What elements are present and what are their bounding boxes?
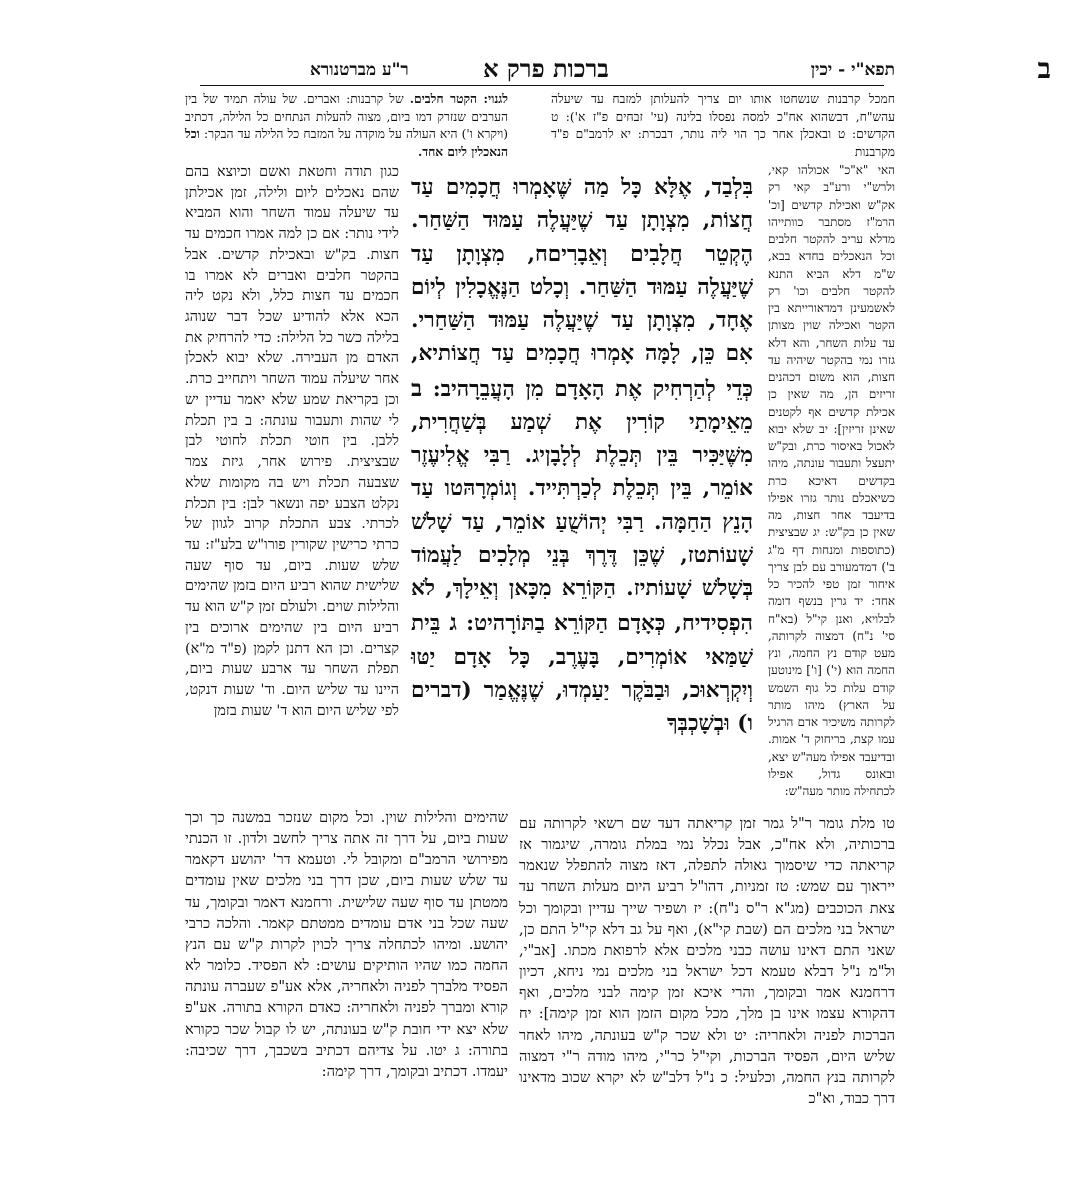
tiferet-top bbox=[551, 91, 895, 162]
tiferet-top-text: חמכל קרבנות שנשחטו אותו יום צריך להעלותן למזבח עד שיעלה עהש"ח, דבשהוא אח"כ למסה נפסלו בלינה (עי' זבחים פ"ז א'): ט הקדשים: ט ובאכלן אחר כך הוי ליה נותר, דבכרת: יא לרמב"ם פ"ד מקרבנות bbox=[551, 92, 895, 160]
running-head-yachin: תפא"י - יכין bbox=[810, 60, 895, 80]
mishnah-text bbox=[411, 171, 753, 807]
bartenura-bottom-text: שהימים והלילות שוין. וכל מקום שנזכר במשנה כך וכך שעות ביום, על דרך זה אתה צריך לחשב ולדון. זו הכנתי מפירושי הרמב"ם ומקובל לי. וטעמא דר' יהושע דקאמר עד שלש שעות ביום, שכן דרך בני מלכים שאין עומדים ממטתן עד סוף שעה שלישית. ורחמנא דאמר ובקומך, עד שעה שכל בני אדם עומדים ממטתם קאמר. והלכה כרבי יהושע. ומיהו לכתחלה צריך לכוין לקרות ק"ש עם הנץ החמה כמו שהיו הותיקים עושים: לא הפסיד. כלומר לא הפסיד מלברך לפניה ולאחריה, אלא אע"פ שעברה עונתה קורא ומברך לפניה ולאחריה: כאדם הקורא בתורה. אע"פ שלא יצא ידי חובת ק"ש בעונתה, יש לו קבול שכר כקורא בתורה: ג יטו. על צדיהם דכתיב בשכבך, דרך שכיבה: יעמדו. דכתיב ובקומך, דרך קימה: bbox=[185, 809, 508, 1080]
running-head-bartenura: ר"ע מברטנורא bbox=[310, 60, 409, 80]
mishnah-part-a: בִּלְבַד, אֶלָּא כָּל מַה שֶּׁאָמְרוּ חֲכָמִים עַד חֲצוֹת, מִצְוָתָן עַד שֶׁיַּעֲלֶה עַמּוּד הַשַּׁחַר. הֶקְטֵר חֲלָבִים וְאֵבָרִיםח, מִצְוָתָן עַד שֶׁיַּעֲלֶה עַמּוּד הַשַּׁחַר. וְכָלט הַנֶּאֱכָלִין לְיוֹם אֶחָד, מִצְוָתָן עַד שֶׁיַּעֲלֶה עַמּוּד הַשַּׁחַרי. אִם כֵּן, לָמָּה אָמְרוּ חֲכָמִים עַד חֲצוֹתיא, כְּדֵי לְהַרְחִיק אֶת הָאָדָם מִן הָעֲבֵרָהיב: bbox=[411, 175, 753, 402]
mishnah-part-b: מֵאֵימָתַי קוֹרִין אֶת שְׁמַע בְּשַׁחֲרִית, מִשֶּׁיַּכִּיר בֵּין תְּכֵלֶת לְלָבָןיג. רַבִּי אֱלִיעֶזֶר אוֹמֵר, בֵּין תְּכֵלֶת לְכַרְתִּייד. וְגוֹמְרָהּטו עַד הָנֵץ הַחַמָּה. רַבִּי יְהוֹשֻׁעַ אוֹמֵר, עַד שָׁלֹשׁ שָׁעוֹתטז, שֶׁכֵּן דֶּרֶךְ בְּנֵי מְלָכִים לַעֲמוֹד בְּשָׁלֹשׁ שָׁעוֹתיז. הַקּוֹרֵא מִכָּאן וְאֵילָךְ, לֹא הִפְסִידיח, כְּאָדָם הַקּוֹרֵא בַתּוֹרָהיט: bbox=[411, 409, 753, 637]
mishnah-mark-b: ב bbox=[411, 374, 423, 402]
page-number: ב bbox=[1037, 52, 1051, 85]
tractate-title: ברכות פרק א bbox=[483, 54, 609, 83]
bartenura-top-text bbox=[185, 91, 508, 162]
mishnah-part-c: בֵּית שַׁמַּאי אוֹמְרִים, בָּעֶרֶב, כָּל אָדָם יַטּוּ וְיִקְרְאוּכ, וּבַבֹּקֶר יַעַמְדוּ, שֶׁנֶּאֱמַר (דברים ו) וּבְשָׁכְבְּךָ bbox=[411, 611, 753, 737]
tiferet-bottom bbox=[519, 813, 895, 1147]
bartenura-top-body: של קרבנות: ואברים. של עולה תמיד של בין הערבים שנזרק דמו ביום, מצוה להעלות הנתחים כל הלילה, דכתיב (ויקרא ו') היא העולה על מוקדה על המזבח כל הלילה עד הבקר: bbox=[185, 92, 509, 142]
bartenura-top bbox=[185, 91, 508, 162]
tiferet-side-text: האי "א"כ" אכולהו קאי, ולרש"י ורע"ב קאי רק אק"ש ואכילת קדשים [וכ' הרמ"ז מסתבר כוותייהו מדלא עריב להקטר חלבים וכל הנאכלים בחדא בבא, ש"מ דלא הביא התנא להקטר חלבים וכו' רק לאשמעינן דמדאורייתא בין הקטר ואכילה שוין מצותן עד עלות השחר, והא דלא גזרו נמי בהקטר שיהיה עד חצות, הוא משום דכהנים זריזים הן, מה שאין כן אכילת קדשים אף לקטנים שאינן זריזין]: יב שלא יבוא לאכול באיסור כרת, ובק"ש יתעצל ותעבור עונתה, מיהו בקדשים דאיכא כרת כשיאכלם נותר גזרו אפילו בדיעבד אחר חצות, מה שאין כן בק"ש: יג שבציצית (כתוספות ומנחות דף מ"ג ב') דמדמעורב עם לבן צריך איחור זמן טפי להכיר כל אחד: יד גרין בנשף דומה לבלויא, ואנן קי"ל (בא"ח סי' נ"ח) דמצוה לקרותה, מעט קודם נץ החמה, ונץ החמה הוא (י') [ו'] מינוטען קודם עלות כל גוף השמש על הארץ) מיהו מותר לקרותה משיכיר אדם הרגיל עמו קצת, בריחוק ד' אמות. ובדיעבד אפילו מעה"ש יצא, ובאונס גדול, אפילו לכתחילה מותר מעה"ש: bbox=[768, 163, 895, 798]
bartenura-side-text: כגון תודה וחטאת ואשם וכיוצא בהם שהם נאכלים ליום ולילה, זמן אכילתן עד שיעלה עמוד השחר והוא המביא לידי נותר: אם כן למה אמרו חכמים עד חצות. בק"ש ובאכילת קדשים. אבל בהקטר חלבים ואברים לא אמרו בו חכמים עד חצות כלל, ולא נקט ליה הכא אלא להודיע שכל דבר שנוהג בלילה כשר כל הלילה: כדי להרחיק את האדם מן העבירה. שלא יבוא לאכלן אחר שיעלה עמוד השחר ויתחייב כרת. וכן בקריאת שמע שלא יאמר עדיין יש לי שהות ותעבור עונתה: ב בין תכלת ללבן. בין חוטי תכלת לחוטי לבן שבציצית. פירוש אחר, גיזת צמר שצבעה תכלת ויש בה מקומות שלא נקלט הצבע יפה ונשאר לבן: בין תכלת לכרתי. צבע התכלת קרוב לגוון של כרתי כרישין שקורין פורו"ש בלע"ז: עד שלש שעות. ביום, עד סוף שעה שלישית שהוא רביע היום בזמן שהימים והלילות שוים. ולעולם זמן ק"ש הוא עד רביע היום בין שהימים ארוכים בין קצרים. וכן הא דתנן לקמן (פ"ד מ"א) תפלת השחר עד ארבע שעות ביום, היינו עד שליש היום. וד' שעות דנקט, לפי שליש היום הוא ד' שעות בזמן bbox=[185, 164, 399, 719]
mishnah-mark-c: ג bbox=[449, 609, 457, 637]
bartenura-lead-2: וכל הנאכלין ליום אחד. bbox=[185, 127, 508, 160]
bartenura-lead-1: לגנוי: הקטר חלבים. bbox=[409, 92, 509, 106]
bartenura-side bbox=[185, 162, 399, 814]
tiferet-side bbox=[768, 162, 895, 814]
header-rule bbox=[200, 85, 884, 86]
tiferet-bottom-text: טו מלת גומר ר"ל גמר זמן קריאתה דעד שם רשאי לקרותה עם ברכותיה, ולא אח"כ, אבל נכלל נמי במלת גומרה, שיגמור אז קריאתה כדי שיסמוך גאולה לתפלה, דאז מצוה להתפלל שנאמר ייראוך עם שמש: טז זמניות, דהו"ל רביע היום מעלות השחר עד צאת הכוכבים (מג"א ר"ס נ"ח): יז ושפיר שייך עדיין ובקומך וכל ישראל בני מלכים הם (שבת קי"א), ואף על גב דלא קי"ל התם כן, שאני התם דאינו עושה כבני מלכים אלא לרפואת מכתו. [אב"י, ול"מ נ"ל דבלא טעמא דכל ישראל בני מלכים נמי ניחא, דכיון דרחמנא אמר ובקומך, והרי איכא זמן קימה לבני מלכים, ואף דהקורא עצמו אינו בן מלך, מכל מקום הזמן הוא זמן קימה]: יח הברכות לפניה ולאחריה: יט ולא שכר ק"ש בעונתה, מיהו לאחר שליש היום, הפסיד הברכות, וקי"ל כר"י, מיהו מודה ר"י דמצוה לקרותה בנץ החמה, וכלעיל: כ נ"ל דלב"ש לא יקרא שכוב מדאינו דרך כבוד, וא"כ bbox=[519, 815, 895, 1108]
bartenura-bottom bbox=[185, 807, 508, 1147]
page-header bbox=[205, 48, 1051, 88]
